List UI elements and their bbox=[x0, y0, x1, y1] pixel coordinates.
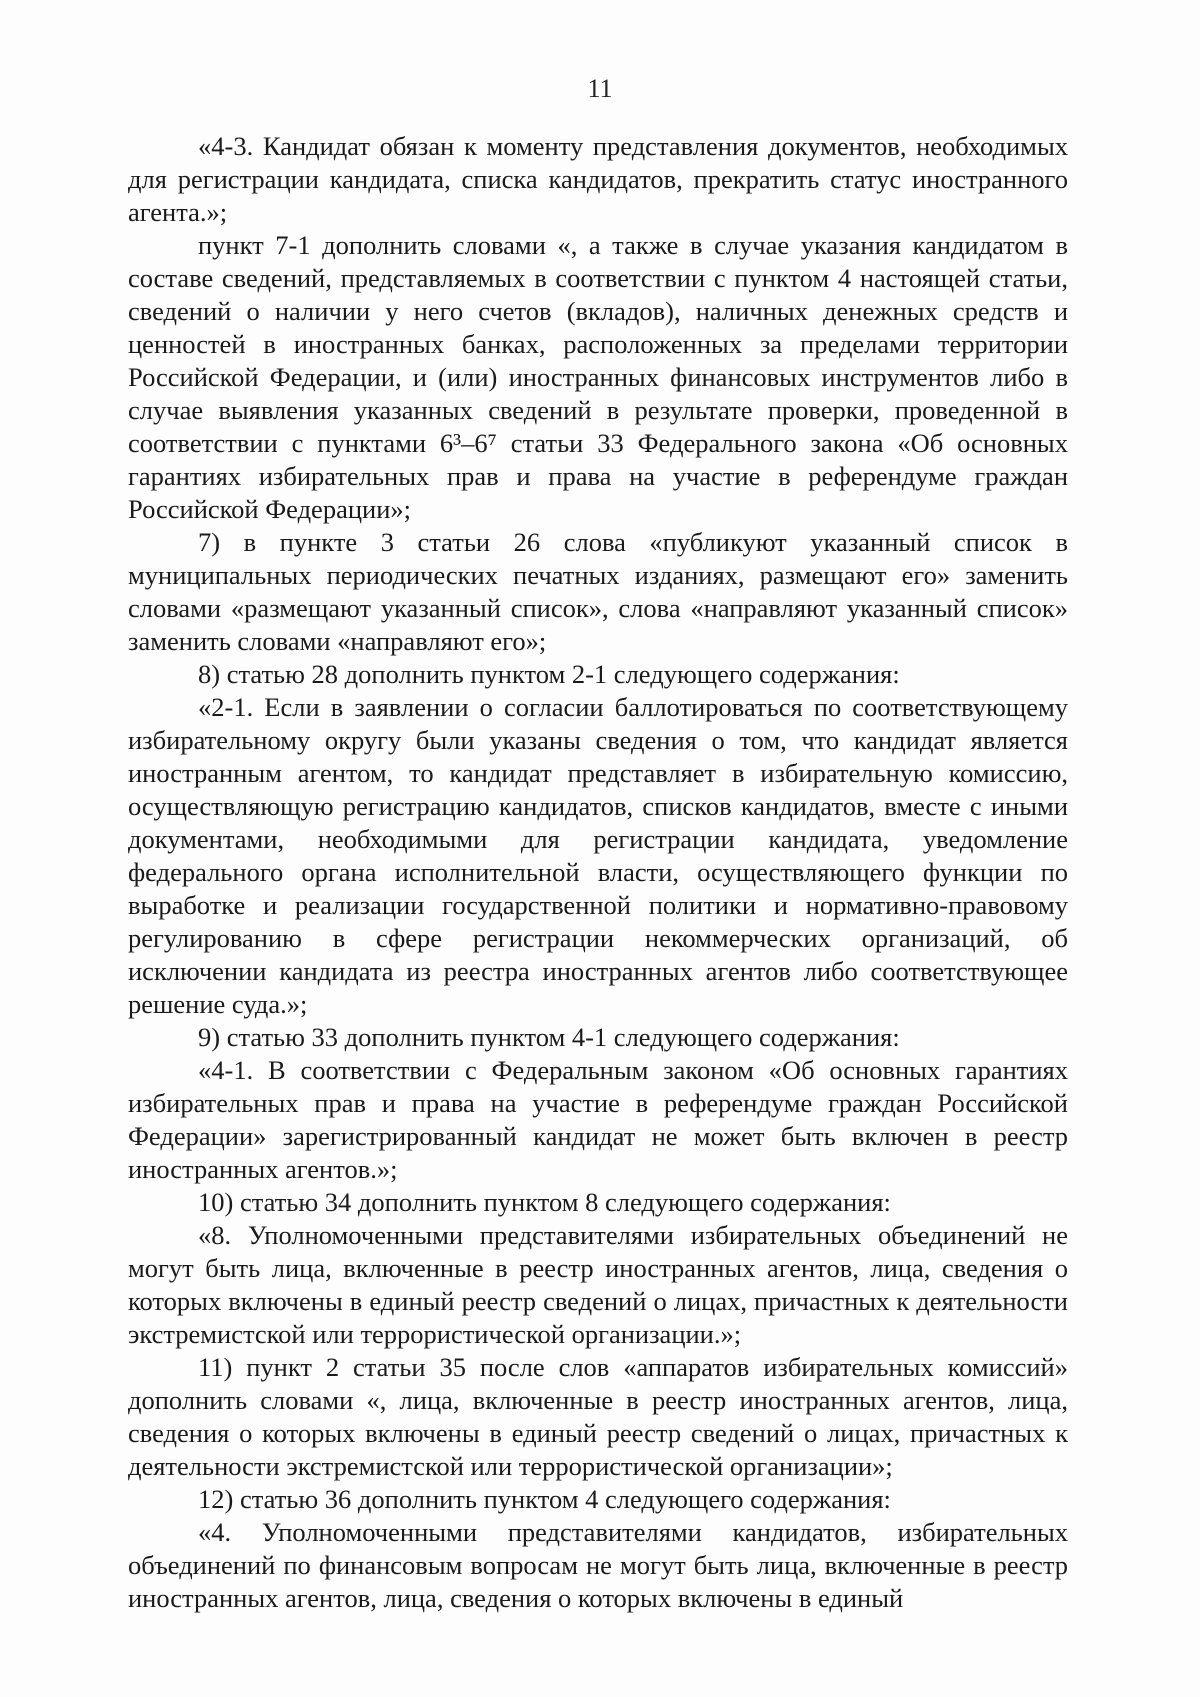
paragraph-item-9: 9) статью 33 дополнить пунктом 4-1 следующего содержания: bbox=[198, 1022, 900, 1052]
paragraph-8: «8. Уполномоченными представителями избирательных объединений не могут быть лица, включенные в реестр иностранных агентов, лица, сведения о которых включены в единый реестр сведений о лицах, причастных к деятельности экстремистской или террористической организации.»; bbox=[128, 1220, 1068, 1349]
document-body bbox=[128, 130, 1068, 1615]
paragraph-item-7: 7) в пункте 3 статьи 26 слова «публикуют указанный список в муниципальных периодических печатных изданиях, размещают его» заменить словами «размещают указанный список», слова «направляют указанный список» заменить словами «направляют его»; bbox=[128, 527, 1068, 656]
paragraph-item-12: 12) статью 36 дополнить пунктом 4 следующего содержания: bbox=[198, 1484, 891, 1514]
paragraph-item-8: 8) статью 28 дополнить пунктом 2-1 следующего содержания: bbox=[198, 659, 900, 689]
paragraph-4-1: «4-1. В соответствии с Федеральным законом «Об основных гарантиях избирательных прав и права на участие в референдуме граждан Российской Федерации» зарегистрированный кандидат не может быть включен в реестр иностранных агентов.»; bbox=[128, 1055, 1068, 1184]
paragraph-4: «4. Уполномоченными представителями кандидатов, избирательных объединений по финансовым вопросам не могут быть лица, включенные в реестр иностранных агентов, лица, сведения о которых включены в единый bbox=[128, 1517, 1068, 1613]
paragraph-4-3: «4-3. Кандидат обязан к моменту представления документов, необходимых для регистрации кандидата, списка кандидатов, прекратить статус иностранного агента.»; bbox=[128, 131, 1068, 227]
paragraph-7-1-amendment: пункт 7-1 дополнить словами «, а также в случае указания кандидатом в составе сведений, представляемых в соответствии с пунктом 4 настоящей статьи, сведений о наличии у него счетов (вкладов), наличных денежных средств и ценностей в иностранных банках, расположенных за пределами территории Российской Федерации, и (или) иностранных финансовых инструментов либо в случае выявления указанных сведений в результате проверки, проведенной в соответствии с пунктами 6³–6⁷ статьи 33 Федерального закона «Об основных гарантиях избирательных прав и права на участие в референдуме граждан Российской Федерации»; bbox=[128, 230, 1068, 524]
paragraph-item-11: 11) пункт 2 статьи 35 после слов «аппаратов избирательных комиссий» дополнить словами «, лица, включенные в реестр иностранных агентов, лица, сведения о которых включены в единый реестр сведений о лицах, причастных к деятельности экстремистской или террористической организации»; bbox=[128, 1352, 1068, 1481]
paragraph-2-1: «2-1. Если в заявлении о согласии баллотироваться по соответствующему избирательному округу были указаны сведения о том, что кандидат является иностранным агентом, то кандидат представляет в избирательную комиссию, осуществляющую регистрацию кандидатов, списков кандидатов, вместе с иными документами, необходимыми для регистрации кандидата, уведомление федерального органа исполнительной власти, осуществляющего функции по выработке и реализации государственной политики и нормативно-правовому регулированию в сфере регистрации некоммерческих организаций, об исключении кандидата из реестра иностранных агентов либо соответствующее решение суда.»; bbox=[128, 692, 1068, 1019]
page-number: 11 bbox=[587, 74, 613, 103]
paragraph-item-10: 10) статью 34 дополнить пунктом 8 следующего содержания: bbox=[198, 1187, 891, 1217]
